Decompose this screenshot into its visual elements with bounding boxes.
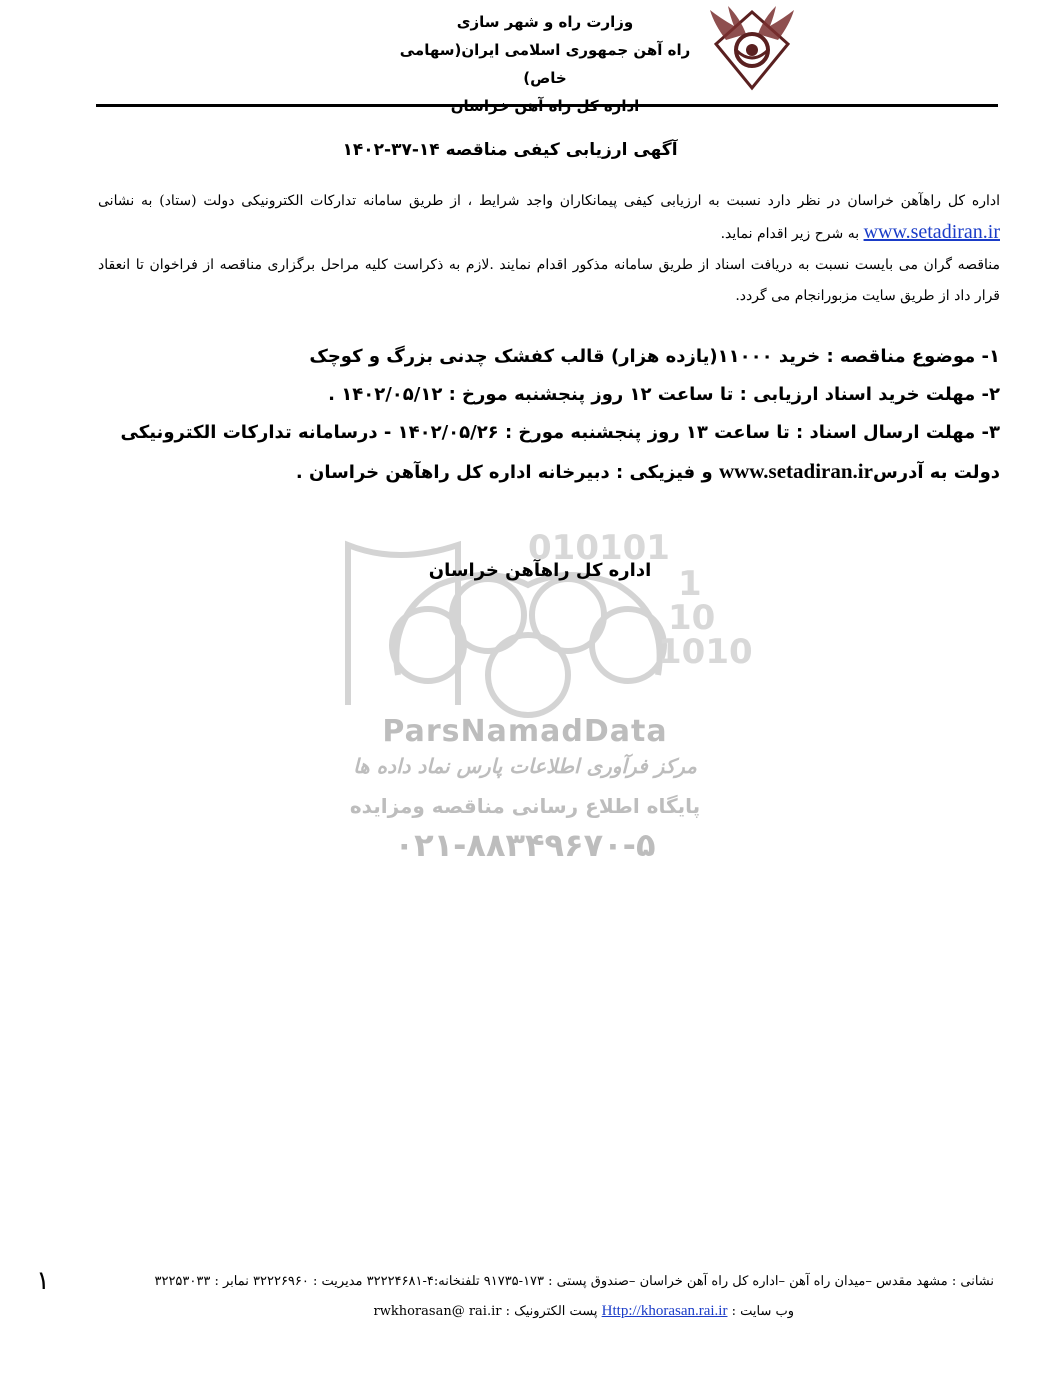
item-submission-deadline [98, 414, 1000, 492]
paragraph-intro [98, 186, 1000, 250]
tender-details [98, 338, 1000, 492]
watermark-line-2: پایگاه اطلاع رسانی مناقصه ومزایده [349, 794, 701, 818]
footer-address: نشانی : مشهد مقدس –میدان راه آهن –اداره کل راه آهن خراسان –صندوق پستی : ۱۷۳-۹۱۷۳۵ تلفنخانه:۴-۳۲۲۲۴۶۸۱ مدیریت : ۳۲۲۲۶۹۶۰ نمابر : ۳۲۲۵۳۰۳۳ [154, 1274, 994, 1289]
watermark-line-1: مرکز فرآوری اطلاعات پارس نماد داده ها [353, 754, 697, 778]
svg-text:10: 10 [668, 598, 716, 638]
intro-text-a: اداره کل راهآهن خراسان در نظر دارد نسبت به ارزیابی کیفی پیمانکاران واجد شرایط ، از طریق سامانه تدارکات الکترونیکی دولت (ستاد) به نشانی [98, 193, 1001, 209]
setad-address[interactable]: www.setadiran.ir [718, 459, 873, 483]
page-number: ۱ [36, 1266, 50, 1296]
notice-body [98, 186, 1000, 312]
watermark-phone: ۰۲۱-۸۸۳۴۹۶۷۰-۵ [394, 826, 656, 864]
svg-text:1010: 1010 [658, 632, 753, 672]
intro-text-b: به شرح زیر اقدام نماید. [720, 226, 864, 242]
submission-text-b: و فیزیکی : دبیرخانه اداره کل راهآهن خراسان . [295, 462, 719, 483]
svg-text:1: 1 [678, 564, 702, 604]
header-divider [96, 104, 998, 107]
item-subject: ۱- موضوع مناقصه : خرید ۱۱۰۰۰(یازده هزار) قالب کفشک چدنی بزرگ و کوچک [309, 346, 1000, 367]
issuer-signature: اداره کل راهآهن خراسان [428, 560, 652, 581]
company-name: راه آهن جمهوری اسلامی ایران(سهامی خاص) [399, 41, 691, 87]
ministry-name: وزارت راه و شهر سازی [456, 13, 634, 31]
railway-winged-wheel-logo [706, 4, 798, 90]
svg-text:010101: 010101 [528, 528, 670, 568]
watermark-brand: ParsNamadData [382, 714, 668, 749]
notice-title: آگهی ارزیابی کیفی مناقصه ۱۴-۳۷-۱۴۰۲ [342, 140, 678, 160]
submission-text-a: ۳- مهلت ارسال اسناد : تا ساعت ۱۳ روز پنجشنبه مورخ : ۱۴۰۲/۰۵/۲۶ - درسامانه تدارکات الکترونیکی دولت به آدرس [120, 422, 1000, 483]
item-purchase-deadline: ۲- مهلت خرید اسناد ارزیابی : تا ساعت ۱۲ روز پنجشنبه مورخ : ۱۴۰۲/۰۵/۱۲ . [328, 384, 1000, 405]
email-address[interactable]: rwkhorasan@ rai.ir [373, 1304, 502, 1319]
website-link[interactable]: Http://khorasan.rai.ir [601, 1303, 728, 1319]
web-label: وب سایت : [727, 1304, 794, 1319]
setad-link[interactable]: www.setadiran.ir [863, 221, 1000, 243]
footer-contacts [110, 1303, 994, 1320]
paragraph-instructions: مناقصه گران می بایست نسبت به دریافت اسناد از طریق سامانه مذکور اقدام نمایند .لازم به ذکراست کلیه مراحل برگزاری مناقصه از فراخوان تا انعقاد قرار داد از طریق سایت مزبورانجام می گردد. [98, 257, 1000, 304]
email-label: پست الکترونیک : [501, 1304, 598, 1319]
